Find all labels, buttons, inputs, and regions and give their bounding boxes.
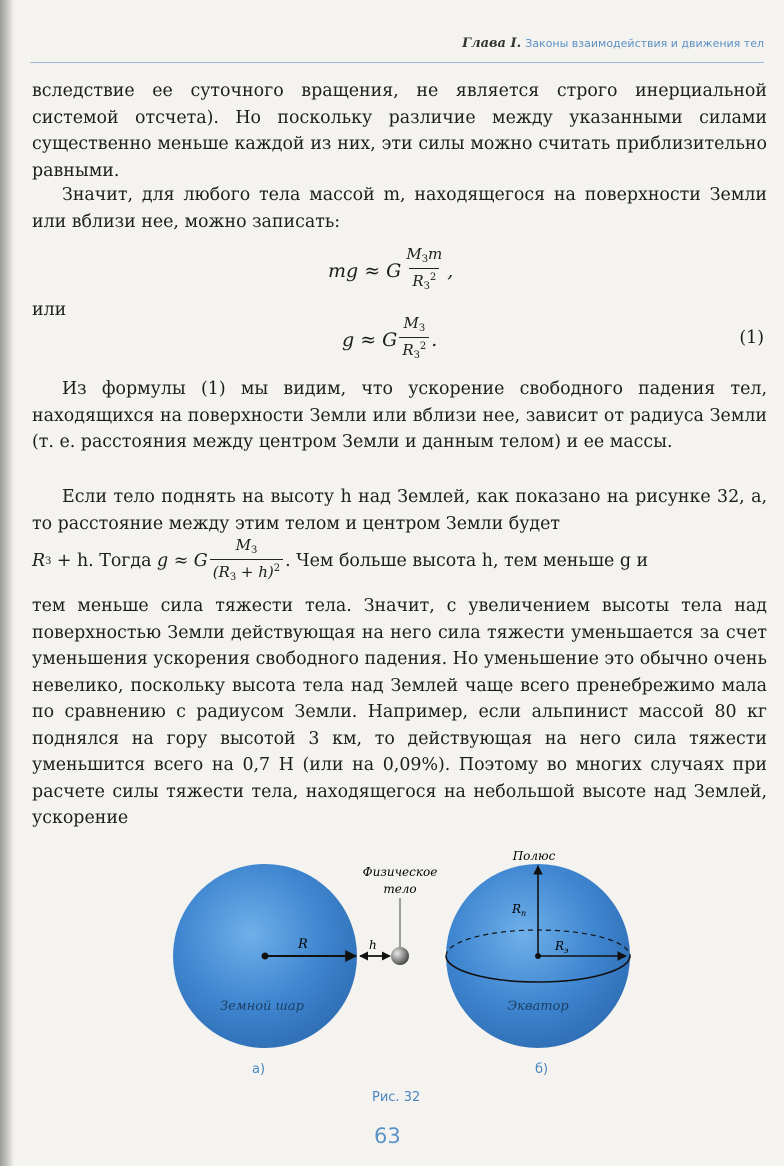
formula1-den-sup: 2 — [429, 272, 437, 283]
page-binding-shadow — [0, 0, 14, 1166]
inline-frac-num-sub: З — [250, 544, 258, 556]
inline-frac-den: (R — [212, 562, 230, 581]
chapter-number: Глава I. — [462, 36, 522, 51]
word-or: или — [32, 300, 67, 320]
label-pole: Полюс — [512, 849, 556, 863]
formula2-num: M — [403, 314, 419, 332]
label-equator: Экватор — [507, 999, 569, 1014]
inline-tail: . Чем больше высота h, тем меньше g и — [285, 551, 649, 571]
formula1-end: , — [447, 259, 454, 282]
inline-frac-num: M — [235, 535, 251, 554]
paragraph-4: Если тело поднять на высоту h над Землей, как показано на рисунке 32, а, то расстояние между этим телом и центром Земли будет — [32, 487, 767, 534]
inline-formula-line — [32, 535, 767, 584]
formula1-fraction — [403, 246, 445, 295]
formula2-num-sub: З — [418, 323, 426, 334]
label-r: R — [298, 937, 308, 952]
inline-frac-den-sub: З — [229, 571, 237, 583]
inline-r-sub: З — [45, 555, 52, 567]
figure-caption: Рис. 32 — [372, 1090, 421, 1105]
formula1-num-end: m — [427, 245, 443, 263]
label-re-main: R — [555, 939, 565, 953]
formula2-lhs: g ≈ G — [342, 328, 398, 351]
paragraph-3: Из формулы (1) мы видим, что ускорение свободного падения тел, находящихся на поверхности Земли или вблизи нее, зависит от радиуса Земли (т. е. расстояния между центром Земли и данным телом) и ее массы. — [32, 379, 767, 452]
inline-fraction — [210, 537, 283, 586]
formula2-den: R — [402, 341, 414, 359]
paragraph-2: Значит, для любого тела массой m, находящегося на поверхности Земли или вблизи нее, можно записать: — [32, 185, 767, 232]
inline-frac-den-sup: 2 — [273, 562, 281, 574]
inline-g-lhs: g ≈ G — [157, 551, 208, 571]
formula1-num-sub: З — [421, 254, 428, 265]
inline-r: R — [32, 551, 46, 571]
formula2-den-sup: 2 — [419, 341, 427, 352]
formula-gravity-force — [328, 246, 453, 295]
figure-32 — [160, 838, 640, 1088]
formula2-fraction — [399, 315, 429, 364]
caption-b: б) — [535, 1062, 549, 1077]
formula2-end: . — [431, 328, 438, 351]
label-body-1: Физическое — [362, 865, 438, 879]
paragraph-1: вследствие ее суточного вращения, не является строго инерциальной системой отсчета). Но поскольку различие между указанными силами существенно меньше каждой из них, эти силы можно считать приблизительно равными. — [32, 81, 767, 181]
running-header — [30, 36, 764, 63]
equation-number: (1) — [739, 328, 764, 348]
formula1-num: M — [406, 245, 422, 263]
formula2-den-sub: З — [413, 350, 420, 361]
page-number: 63 — [374, 1124, 401, 1148]
formula1-den: R — [412, 272, 424, 290]
label-re-sub: э — [564, 946, 569, 955]
label-earth: Земной шар — [220, 999, 304, 1014]
physical-body — [391, 947, 409, 965]
inline-frac-den-end: + h) — [240, 562, 274, 581]
caption-a: а) — [252, 1062, 266, 1077]
inline-plus-h: + h. Тогда — [56, 551, 152, 571]
label-body-2: тело — [383, 882, 417, 896]
label-rp-main: R — [512, 902, 522, 916]
chapter-title: Законы взаимодействия и движения тел — [525, 37, 764, 50]
paragraph-5: тем меньше сила тяжести тела. Значит, с увеличением высоты тела над поверхностью Земли действующая на него сила тяжести уменьшается за счет уменьшения ускорения свободного падения. Но уменьшение это обычно очень невелико, поскольку высота тела над Землей чаще всего пренебрежимо мала по сравнению с радиусом Земли. Например, если альпинист массой 80 кг поднялся на гору высотой 3 км, то действующая на него сила тяжести уменьшится всего на 0,7 Н (или на 0,09%). Поэтому во многих случаях при расчете силы тяжести тела, находящегося на небольшой высоте над Землей, ускорение — [32, 596, 767, 828]
label-h: h — [369, 938, 377, 952]
formula1-lhs: mg ≈ G — [328, 259, 402, 282]
formula1-den-sub: З — [423, 281, 430, 292]
label-rp-sub: п — [521, 909, 527, 918]
formula-acceleration — [342, 315, 437, 364]
